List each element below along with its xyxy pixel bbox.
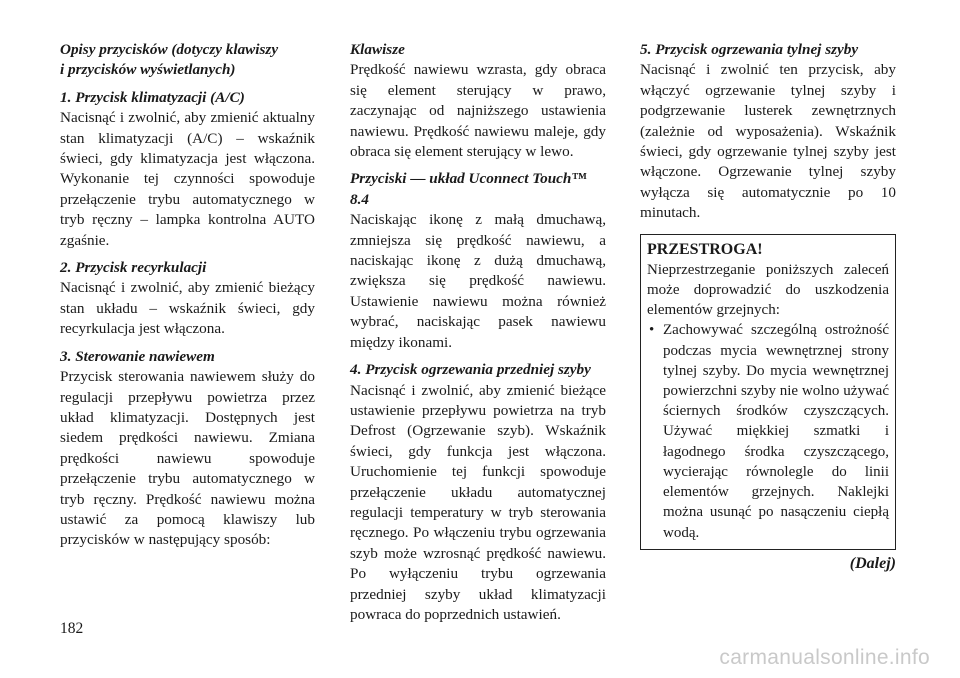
section-2-text: Nacisnąć i zwolnić, aby zmienić bieżący stan układu – wskaźnik świeci, gdy recyrkulacja jest włączona. (60, 279, 315, 338)
uconnect-text: Naciskając ikonę z małą dmuchawą, zmniejsza się prędkość nawiewu, a naciskając ikonę z dużą dmuchawą, zwiększa się prędkość nawiewu. Ustawienie nawiewu można również wybrać, naciskając pasek nawiewu między ikonami. (350, 211, 606, 351)
page-number: 182 (60, 620, 84, 637)
warning-box (640, 234, 896, 550)
keys-text: Prędkość nawiewu wzrasta, gdy obraca się element sterujący w prawo, zaczynając od najniższego ustawienia nawiewu. Prędkość nawiewu maleje, gdy obraca się element sterujący w lewo. (350, 61, 606, 161)
section-5-heading: 5. Przycisk ogrzewania tylnej szyby (640, 41, 859, 58)
section-1-heading: 1. Przycisk klimatyzacji (A/C) (60, 88, 245, 106)
uconnect-heading-line2: 8.4 (350, 190, 369, 208)
section-4-text: Nacisnąć i zwolnić, aby zmienić bieżące ustawienie przepływu powietrza na tryb Defrost (Ogrzewanie szyb). Wskaźnik świeci, gdy funkcja jest włączona. Uruchomienie tej funkcji spowoduje przełączenie układu automatycznej regulacji temperatury w tryb sterowania ręcznego. Po włączeniu trybu ogrzewania szyb może wzrosnąć prędkość nawiewu. Po wyłączeniu trybu ogrzewania przedniej szyby układ klimatyzacji powraca do poprzednich ustawień. (350, 381, 606, 623)
uconnect-heading-line1: Przyciski — układ Uconnect Touch™ (350, 170, 587, 188)
watermark: carmanualsonline.info (719, 646, 930, 669)
warning-title: PRZESTROGA! (647, 240, 763, 258)
section-3-heading: 3. Sterowanie nawiewem (60, 347, 215, 365)
warning-bullet-item (647, 320, 889, 542)
column-middle (350, 40, 606, 632)
section-3-text: Przycisk sterowania nawiewem służy do regulacji przepływu powietrza przez układ klimatyzacji. Dostępnych jest siedem prędkości nawiewu. Zmiana prędkości nawiewu spowoduje przełączenie trybu automatycznego w tryb ręczny. Prędkość nawiewu można ustawić za pomocą klawiszy lub przycisków w następujący sposób: (60, 368, 315, 549)
warning-text: Nieprzestrzeganie poniższych zaleceń może doprowadzić do uszkodzenia elementów grzejnych: (647, 261, 889, 319)
bullet-dot-icon: • (649, 322, 655, 339)
keys-heading: Klawisze (350, 41, 405, 58)
section-1-text: Nacisnąć i zwolnić, aby zmienić aktualny stan klimatyzacji (A/C) – wskaźnik świeci, gdy klimatyzacja jest włączona. Wykonanie tej czynności spowoduje przełączenie trybu automatycznego w tryb ręczny – lampka kontrolna AUTO zgaśnie. (60, 109, 315, 249)
column-left (60, 40, 315, 558)
continued-label: (Dalej) (849, 554, 896, 572)
section-4-heading: 4. Przycisk ogrzewania przedniej szyby (350, 361, 591, 379)
column-right (640, 40, 896, 574)
intro-heading-line1: Opisy przycisków (dotyczy klawiszy (60, 41, 279, 58)
section-5-text: Nacisnąć i zwolnić ten przycisk, aby włączyć ogrzewanie tylnej szyby i podgrzewanie lusterek zewnętrznych (zależnie od wyposażenia). Wskaźnik świeci, gdy ogrzewanie tylnej szyby jest włączone. Ogrzewanie tylnej szyby wyłącza się automatycznie po 10 minutach. (640, 61, 896, 222)
section-2-heading: 2. Przycisk recyrkulacji (60, 259, 207, 277)
intro-heading-line2: i przycisków wyświetlanych) (60, 61, 236, 79)
warning-bullet-text: Zachowywać szczególną ostrożność podczas mycia wewnętrznej strony tylnej szyby. Do mycia wewnętrznej powierzchni szyby nie wolno używać ściernych środków czyszczących. Używać miękkiej szmatki i łagodnego środka czyszczącego, wycierając równolegle do linii elementów grzejnych. Naklejki można usunąć po nasączeniu ciepłą wodą. (663, 322, 889, 541)
